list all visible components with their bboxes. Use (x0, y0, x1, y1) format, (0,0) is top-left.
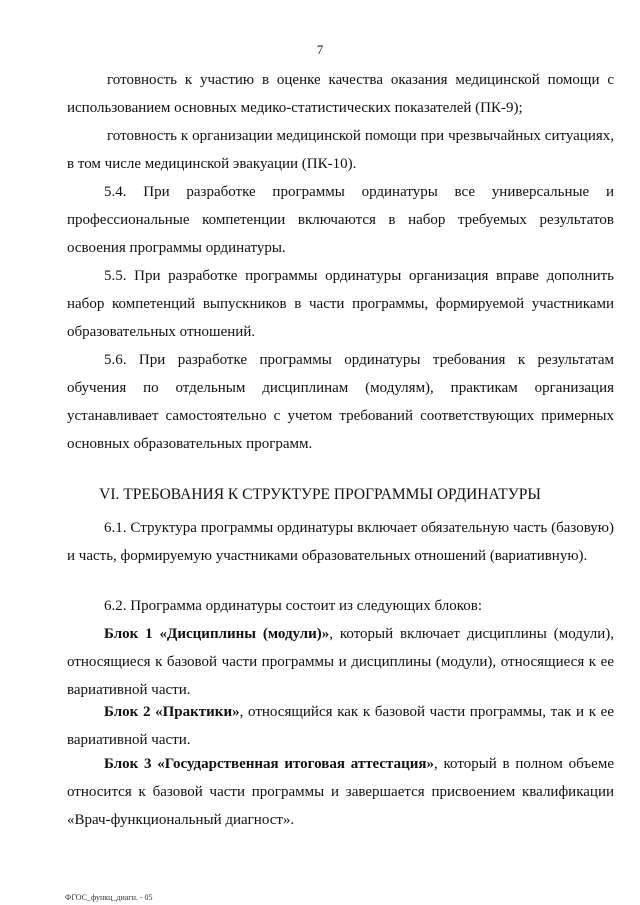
block-1-paragraph (67, 620, 614, 704)
block-1-label: Блок 1 «Дисциплины (модули)» (104, 626, 330, 642)
block-3-paragraph (67, 750, 614, 834)
block-2-paragraph (67, 698, 614, 754)
paragraph-pk9: готовность к участию в оценке качества оказания медицинской помощи с использованием основных медико-статистических показателей (ПК-9); (67, 72, 614, 116)
paragraph-5-4: 5.4. При разработке программы ординатуры все универсальные и профессиональные компетенции включаются в набор требуемых результатов освоения программы ординатуры. (67, 184, 614, 256)
paragraph-6-2: 6.2. Программа ординатуры состоит из следующих блоков: (104, 598, 482, 614)
paragraph-6-1: 6.1. Структура программы ординатуры включает обязательную часть (базовую) и часть, формируемую участниками образовательных отношений (вариативную). (67, 520, 614, 564)
paragraph-pk10: готовность к организации медицинской помощи при чрезвычайных ситуациях, в том числе медицинской эвакуации (ПК-10). (67, 128, 614, 172)
section-heading: VI. ТРЕБОВАНИЯ К СТРУКТУРЕ ПРОГРАММЫ ОРДИНАТУРЫ (99, 486, 541, 503)
block-3-label: Блок 3 «Государственная итоговая аттестация» (104, 756, 435, 772)
block-2-label: Блок 2 «Практики» (104, 704, 240, 720)
block-1-text: , который включает дисциплины (модули), относящиеся к базовой части программы и дисциплины (модули), относящиеся к ее вариативной части. (67, 626, 615, 698)
footer-filename: ФГОС_функц_диагн. - 05 (65, 893, 153, 902)
block-2-text: , относящийся как к базовой части программы, так и к ее вариативной части. (67, 704, 614, 748)
page-number: 7 (316, 42, 324, 57)
paragraph-5-5: 5.5. При разработке программы ординатуры организация вправе дополнить набор компетенций выпускников в части программы, формируемой участниками образовательных отношений. (67, 268, 614, 340)
paragraph-5-6: 5.6. При разработке программы ординатуры требования к результатам обучения по отдельным дисциплинам (модулям), практикам организация устанавливает самостоятельно с учетом требований соответствующих примерных основных образовательных программ. (67, 352, 614, 452)
block-3-text: , который в полном объеме относится к базовой части программы и завершается присвоением квалификации «Врач-функциональный диагност». (67, 756, 614, 828)
